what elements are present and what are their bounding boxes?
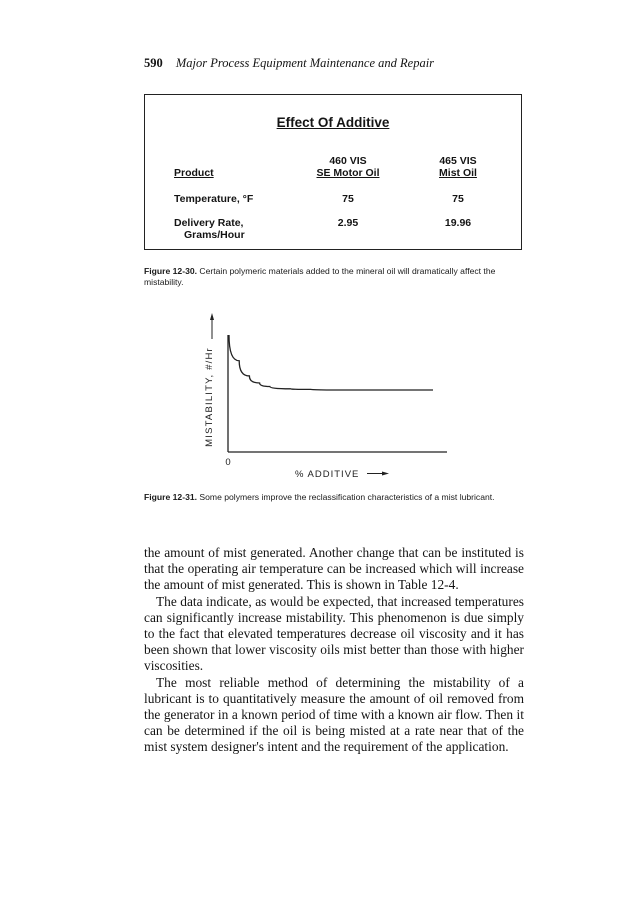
paragraph-1: the amount of mist generated. Another change that can be instituted is that the operating air temperature can be increased which will increase the amount of mist generated. This is shown in Table 12-4. xyxy=(144,545,524,593)
row-delivery-label xyxy=(174,217,245,241)
body-text xyxy=(144,545,524,756)
figure-12-30-text: Certain polymeric materials added to the mineral oil will dramatically affect the mistability. xyxy=(144,266,496,287)
figure-12-31-caption xyxy=(144,492,528,503)
x-arrow-head xyxy=(382,472,389,476)
figure-12-30-caption xyxy=(144,266,526,288)
mistability-chart xyxy=(195,305,455,480)
paragraph-2: The data indicate, as would be expected, that increased temperatures can significantly increase mistability. This phenomenon is due simply to the fact that elevated temperatures decrease oil viscosity and it has been shown that lower viscosity oils mist better than those with higher viscosities. xyxy=(144,593,524,674)
row-temperature-label: Temperature, °F xyxy=(174,193,254,205)
col-header-mist-oil xyxy=(413,155,503,179)
row-delivery-line2: Grams/Hour xyxy=(184,229,245,241)
y-axis-label: MISTABILITY, #/Hr xyxy=(204,347,215,447)
table-title: Effect Of Additive xyxy=(276,115,390,130)
row-temperature-v1: 75 xyxy=(342,193,354,205)
mistability-curve xyxy=(229,335,433,390)
paragraph-3: The most reliable method of determining the mistability of a lubricant is to quantitatively measure the amount of oil removed from the generator in a known period of time with a known air flow. Then it can be determined if the oil is being misted at a rate near that of the mist system designer's intent and the requirement of the application. xyxy=(144,674,524,755)
y-arrow-head xyxy=(210,313,214,320)
figure-12-30-label: Figure 12-30. xyxy=(144,266,198,276)
figure-12-31-text: Some polymers improve the reclassification characteristics of a mist lubricant. xyxy=(199,492,495,502)
running-header xyxy=(144,56,434,71)
col2-line1: 465 VIS xyxy=(439,155,477,167)
additive-table xyxy=(144,94,522,250)
col1-line1: 460 VIS xyxy=(329,155,367,167)
figure-12-31-label: Figure 12-31. xyxy=(144,492,198,502)
col2-line2: Mist Oil xyxy=(439,167,477,179)
col-header-se-motor-oil xyxy=(303,155,393,179)
x-origin-label: 0 xyxy=(225,457,231,468)
row-delivery-line1: Delivery Rate, xyxy=(174,217,244,229)
product-label: Product xyxy=(174,167,214,179)
row-temperature-v2: 75 xyxy=(452,193,464,205)
x-axis-label: % ADDITIVE xyxy=(295,469,360,480)
row-delivery-v2: 19.96 xyxy=(444,217,472,229)
row-delivery-v1: 2.95 xyxy=(337,217,359,229)
page-number: 590 xyxy=(144,56,163,70)
running-title: Major Process Equipment Maintenance and Repair xyxy=(175,56,435,70)
col1-line2: SE Motor Oil xyxy=(316,167,380,179)
